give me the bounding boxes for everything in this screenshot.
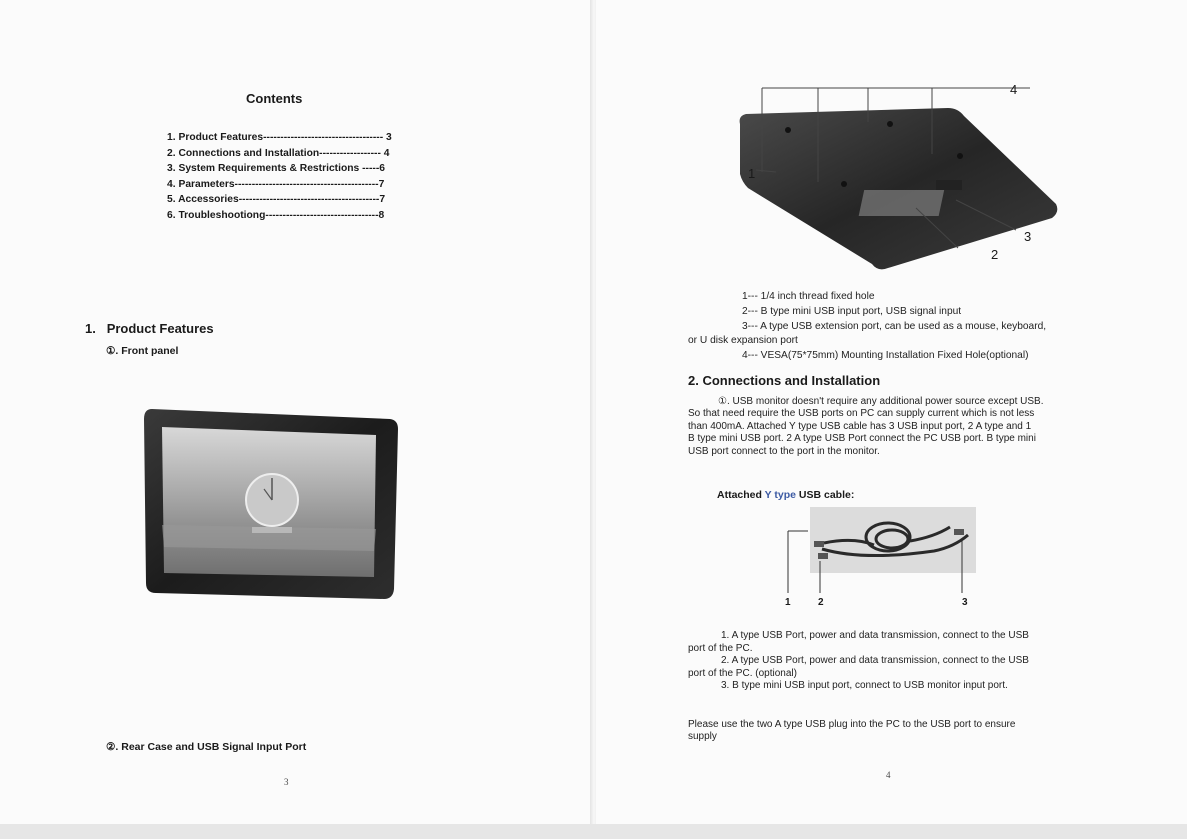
port-note-1: 1--- 1/4 inch thread fixed hole xyxy=(742,291,875,302)
section-heading xyxy=(85,321,214,336)
cable-caption: Attached Y type USB cable: xyxy=(717,489,855,501)
paragraph-line: than 400mA. Attached Y type USB cable has 3 USB input port, 2 A type and 1 xyxy=(688,420,1032,432)
paragraph-line: USB port connect to the port in the monitor. xyxy=(688,445,880,457)
paragraph-line: So that need require the USB ports on PC can supply current which is not less xyxy=(688,408,1035,420)
cable-callout-2: 2 xyxy=(818,597,824,608)
supply-note-line: Please use the two A type USB plug into the PC to the USB port to ensure xyxy=(688,719,1016,730)
cable-item-line: port of the PC. (optional) xyxy=(688,667,797,679)
section-title: 2. Connections and Installation xyxy=(688,373,881,388)
paragraph-line: ①. USB monitor doesn't require any additional power source except USB. xyxy=(718,396,1044,407)
cable-items xyxy=(688,630,1092,693)
toc-entry: 1. Product Features----------------------------------- 3 xyxy=(167,132,392,143)
toc-entry: 2. Connections and Installation------------------ 4 xyxy=(167,147,390,159)
callout-1: 1 xyxy=(748,166,756,181)
intro-paragraph xyxy=(688,396,1092,458)
port-note-3-cont: or U disk expansion port xyxy=(688,335,798,346)
section-number: 1. xyxy=(85,321,96,336)
toc-entry: 3. System Requirements & Restrictions -----6 xyxy=(167,163,386,175)
cable-callout-1: 1 xyxy=(785,597,791,608)
cable-item-line: 2. A type USB Port, power and data transmission, connect to the USB xyxy=(721,655,1029,667)
rear-case-label: ②. Rear Case and USB Signal Input Port xyxy=(106,741,307,753)
port-note-2: 2--- B type mini USB input port, USB signal input xyxy=(742,306,962,317)
supply-note-line: supply xyxy=(688,731,717,743)
callout-3: 3 xyxy=(1024,229,1032,244)
cable-item-line: 1. A type USB Port, power and data transmission, connect to the USB xyxy=(721,630,1029,641)
right-page xyxy=(596,0,1187,824)
scan-edge xyxy=(0,824,1187,839)
page-number: 3 xyxy=(284,777,289,787)
left-page xyxy=(0,0,592,824)
port-note-4: 4--- VESA(75*75mm) Mounting Installation Fixed Hole(optional) xyxy=(742,350,1029,361)
section-title: Product Features xyxy=(106,321,214,336)
cable-callout-3: 3 xyxy=(962,597,968,608)
cable-caption-highlight: Y type xyxy=(764,489,796,501)
supply-note xyxy=(688,719,1092,744)
front-panel-label: ①. Front panel xyxy=(106,345,179,357)
paragraph-line: B type mini USB port. 2 A type USB Port connect the PC USB port. B type mini xyxy=(688,433,1036,445)
page-number: 4 xyxy=(886,770,891,780)
rear-case-photo xyxy=(726,78,1066,278)
cable-item-line: port of the PC. xyxy=(688,642,753,654)
callout-4: 4 xyxy=(1010,82,1018,97)
usb-cable-photo xyxy=(784,507,980,607)
toc-entry: 4. Parameters------------------------------------------7 xyxy=(167,178,385,190)
port-note-3: 3--- A type USB extension port, can be used as a mouse, keyboard, xyxy=(742,321,1047,332)
contents-title: Contents xyxy=(246,91,303,106)
callout-2: 2 xyxy=(991,247,999,262)
table-of-contents xyxy=(167,130,392,224)
cable-item-line: 3. B type mini USB input port, connect to USB monitor input port. xyxy=(721,680,1008,692)
front-panel-photo xyxy=(140,405,402,605)
toc-entry: 6. Troubleshootiong---------------------------------8 xyxy=(167,209,385,221)
toc-entry: 5. Accessories-----------------------------------------7 xyxy=(167,194,386,206)
